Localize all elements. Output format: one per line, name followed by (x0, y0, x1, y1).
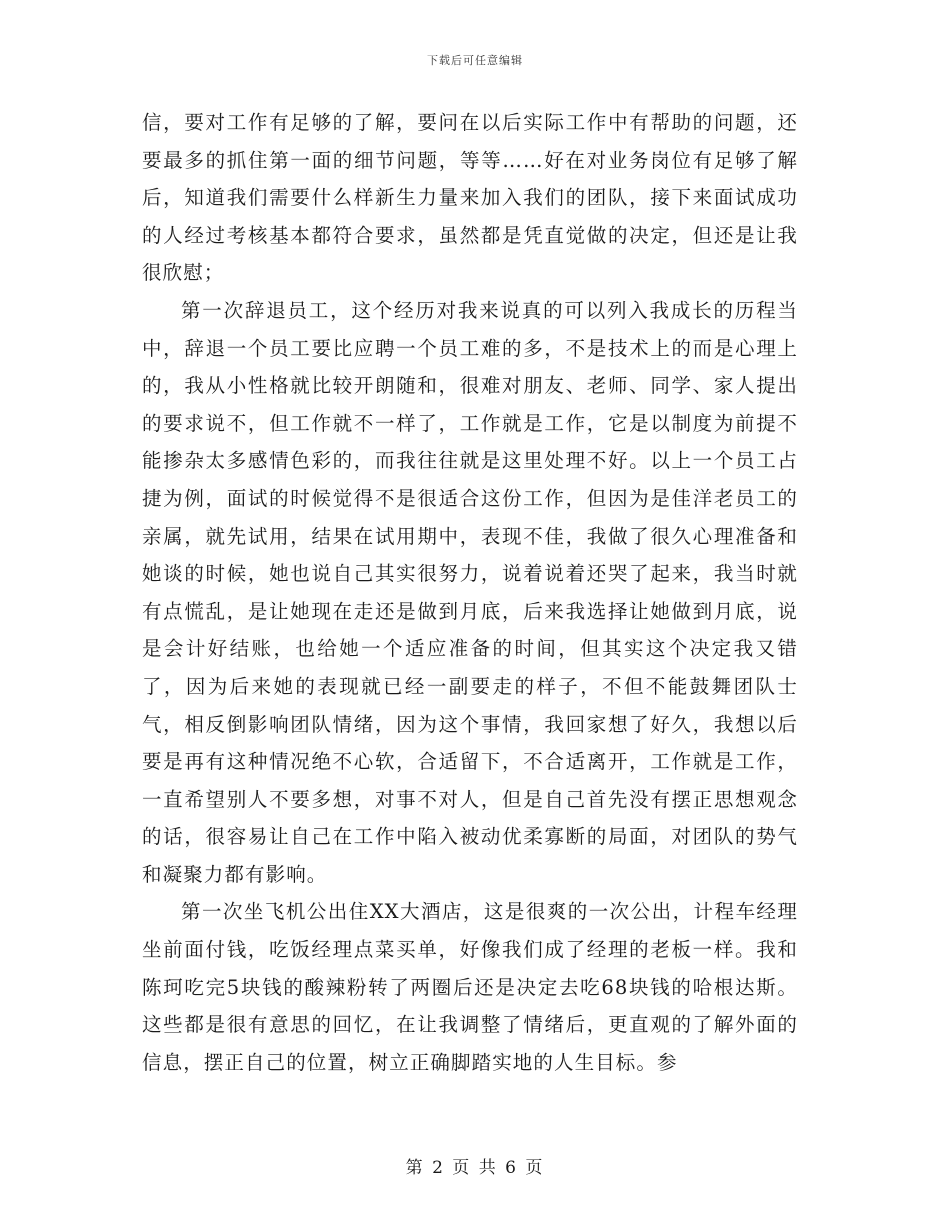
page-header: 下载后可任意编辑 (427, 54, 523, 67)
paragraph-continuation: 信，要对工作有足够的了解，要问在以后实际工作中有帮助的问题，还要最多的抓住第一面的细节问题，等等……好在对业务岗位有足够了解后，知道我们需要什么样新生力量来加入我们的团队，接下来面试成功的人经过考核基本都符合要求，虽然都是凭直觉做的决定，但还是让我很欣慰； (142, 111, 798, 285)
page-footer: 第 2 页 共 6 页 (405, 1158, 545, 1178)
document-body (142, 104, 798, 1081)
paragraph-dismissal: 第一次辞退员工，这个经历对我来说真的可以列入我成长的历程当中，辞退一个员工要比应聘一个员工难的多，不是技术上的而是心理上的，我从小性格就比较开朗随和，很难对朋友、老师、同学、家人提出的要求说不，但工作就不一样了，工作就是工作，它是以制度为前提不能掺杂太多感情色彩的，而我往往就是这里处理不好。以上一个员工占捷为例，面试的时候觉得不是很适合这份工作，但因为是佳洋老员工的亲属，就先试用，结果在试用期中，表现不佳，我做了很久心理准备和她谈的时候，她也说自己其实很努力，说着说着还哭了起来，我当时就有点慌乱，是让她现在走还是做到月底，后来我选择让她做到月底，说是会计好结账，也给她一个适应准备的时间，但其实这个决定我又错了，因为后来她的表现就已经一副要走的样子，不但不能鼓舞团队士气，相反倒影响团队情绪，因为这个事情，我回家想了好久，我想以后要是再有这种情况绝不心软，合适留下，不合适离开，工作就是工作，一直希望别人不要多想，对事不对人，但是自己首先没有摆正思想观念的话，很容易让自己在工作中陷入被动优柔寡断的局面，对团队的势气和凝聚力都有影响。 (142, 298, 798, 886)
paragraph-business-trip: 第一次坐飞机公出住XX大酒店，这是很爽的一次公出，计程车经理坐前面付钱，吃饭经理点菜买单，好像我们成了经理的老板一样。我和陈珂吃完5块钱的酸辣粉转了两圈后还是决定去吃68块钱的哈根达斯。这些都是很有意思的回忆，在让我调整了情绪后，更直观的了解外面的信息，摆正自己的位置，树立正确脚踏实地的人生目标。参 (142, 900, 798, 1074)
